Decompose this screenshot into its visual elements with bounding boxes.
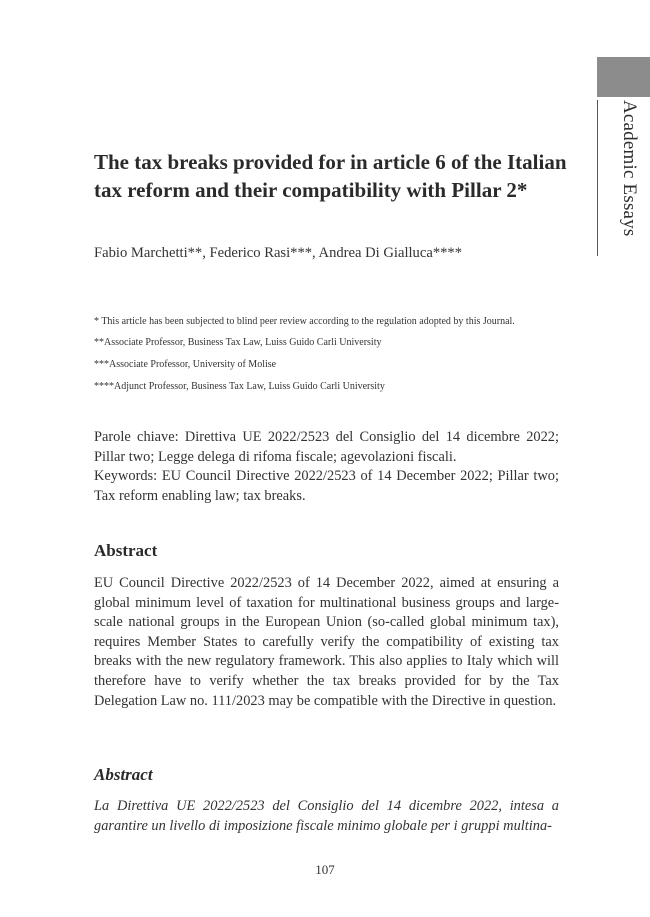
abstract-body-english: EU Council Directive 2022/2523 of 14 December 2022, aimed at ensuring a global minimum level of taxation for multinational business groups and large-scale national groups in the European Union (so-called global minimum tax), requires Member States to carefully verify the compatibility of existing tax breaks with the new regulatory framework. This also applies to Italy which will therefore have to verify whether the tax breaks provided for by the Tax Delegation Law no. 111/2023 may be compatible with the Directive in question. [94,575,559,709]
article-title: The tax breaks provided for in article 6 of the Italian tax reform and their compatibility with Pillar 2* [94,150,567,202]
section-tab-label: Academic Essays [619,100,640,237]
keywords-block [94,428,559,506]
section-tab-marker [597,57,650,97]
footnote-author-3: ****Adjunct Professor, Business Tax Law, Luiss Guido Carli University [94,381,385,392]
footnote-peer-review: * This article has been subjected to blind peer review according to the regulation adopted by this Journal. [94,316,515,327]
page-number: 107 [315,862,335,877]
footnote-author-2: ***Associate Professor, University of Molise [94,359,277,370]
section-tab-rule [597,100,598,256]
article-authors: Fabio Marchetti**, Federico Rasi***, Andrea Di Gialluca**** [94,245,463,261]
author-footnotes [94,314,564,401]
abstract-heading-english: Abstract [94,541,158,560]
abstract-body-italian: La Direttiva UE 2022/2523 del Consiglio del 14 dicembre 2022, intesa a garantire un livello di imposizione fiscale minimo globale per i gruppi multina- [94,798,559,834]
abstract-heading-italian: Abstract [94,765,153,784]
keywords-english: Keywords: EU Council Directive 2022/2523 of 14 December 2022; Pillar two; Tax reform enabling law; tax breaks. [94,468,559,504]
footnote-author-1: **Associate Professor, Business Tax Law, Luiss Guido Carli University [94,337,382,348]
keywords-italian: Parole chiave: Direttiva UE 2022/2523 del Consiglio del 14 dicembre 2022; Pillar two; Legge delega di rifoma fiscale; agevolazioni fiscali. [94,429,559,465]
